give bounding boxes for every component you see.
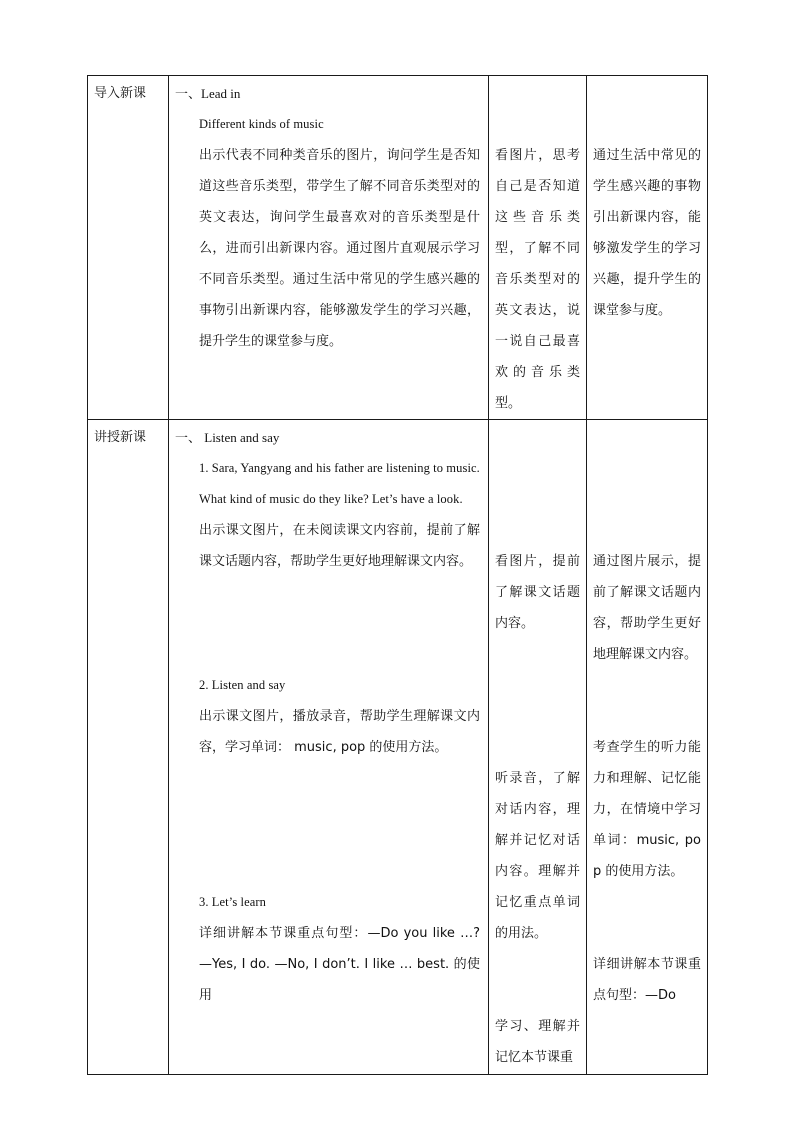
purpose-cell [587,76,708,420]
stage-cell [88,420,169,1075]
step-student-activity: 看图片，提前了解课文话题内容。 [495,554,580,631]
teacher-activity-cell [169,420,489,1075]
step-student-activity: 学习、理解并记忆本节课重 [495,1019,580,1065]
section-heading: 一、 Listen and say [175,430,280,445]
student-activity-cell [489,76,587,420]
purpose-cell [587,420,708,1075]
teacher-activity-cell [169,76,489,420]
table-row [88,76,708,420]
section-heading: 一、Lead in [175,86,241,101]
step-title: 2. Listen and say [199,678,286,692]
step-teacher-activity: 出示课文图片，播放录音，帮助学生理解课文内容，学习单词： music, pop 的使用方法。 [199,709,480,755]
step-teacher-activity: 出示课文图片，在未阅读课文内容前，提前了解课文话题内容，帮助学生更好地理解课文内容。 [199,523,480,569]
teacher-activity-text: 出示代表不同种类音乐的图片，询问学生是否知道这些音乐类型，带学生了解不同音乐类型对的英文表达，询问学生最喜欢对的音乐类型是什么，进而引出新课内容。通过图片直观展示学习不同音乐类型。通过生活中常见的学生感兴趣的事物引出新课内容，能够激发学生的学习兴趣，提升学生的课堂参与度。 [199,148,480,349]
student-activity-cell [489,420,587,1075]
stage-label: 导入新课 [94,86,147,101]
table-row [88,420,708,1075]
student-activity-text: 看图片，思考自己是否知道这些音乐类型，了解不同音乐类型对的英文表达，说一说自己最喜欢的音乐类型。 [495,148,580,411]
purpose-text: 通过生活中常见的学生感兴趣的事物引出新课内容，能够激发学生的学习兴趣，提升学生的课堂参与度。 [593,148,701,318]
lesson-plan-table [87,75,708,1075]
stage-cell [88,76,169,420]
stage-label: 讲授新课 [94,430,147,445]
step-purpose: 通过图片展示，提前了解课文话题内容，帮助学生更好地理解课文内容。 [593,554,701,662]
section-subtitle: Different kinds of music [199,117,324,131]
step-teacher-activity: 详细讲解本节课重点句型：—Do you like …? —Yes, I do. —No, I don’t. I like … best. 的使用 [199,926,480,1003]
step-student-activity: 听录音，了解对话内容，理解并记忆对话内容。理解并记忆重点单词的用法。 [495,771,580,941]
step-purpose: 详细讲解本节课重点句型：—Do [593,957,701,1003]
step-title: 3. Let’s learn [199,895,267,909]
step-purpose: 考查学生的听力能力和理解、记忆能力，在情境中学习单词：music, pop 的使用方法。 [593,740,701,879]
step-title: 1. Sara, Yangyang and his father are listening to music. What kind of music do they like? Let’s have a look. [199,461,480,506]
